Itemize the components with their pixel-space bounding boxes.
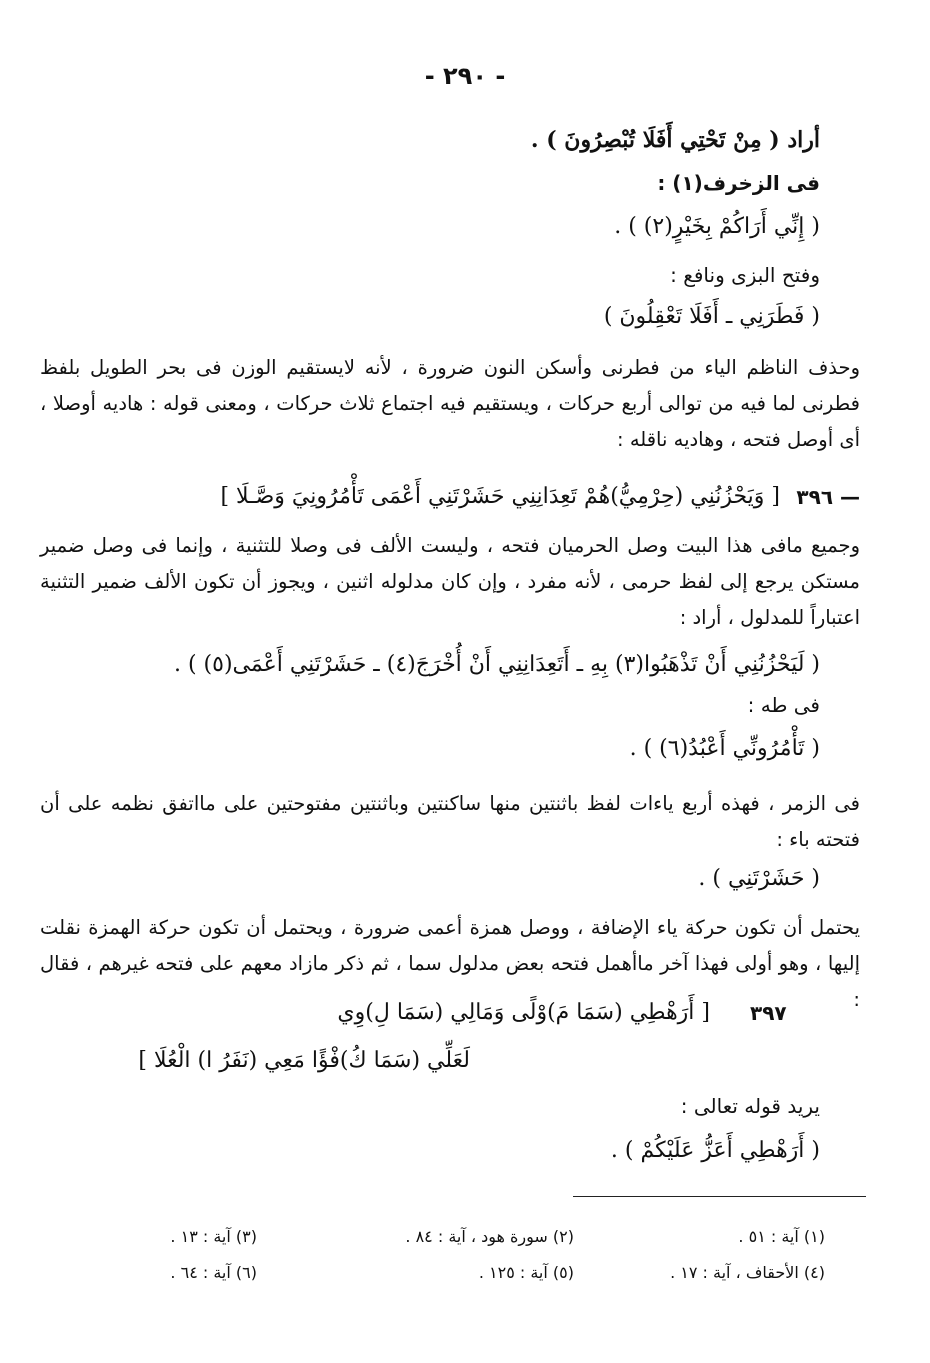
paragraph-2: وجميع مافى هذا البيت وصل الحرميان فتحه ، وليست الألف فى وصلا للتثنية ، وإنما فى وصل ضمير مستكن يرجع إلى لفظ حرمى ، لأنه مفرد ، وإن كان مدلوله اثنين ، ويجوز أن تكون الألف ضمير التثنية اعتباراً للمدلول ، أراد :	[40, 534, 860, 629]
footnote-separator	[573, 1196, 866, 1197]
footnote-5: (٥) آية : ١٢٥ .	[478, 1263, 574, 1282]
quran-line-4: ( تَأْمُرُونِّي أَعْبُدُ(٦) ) .	[629, 736, 820, 761]
verse-397-part-2: لَعَلِّي (سَمَا كُ)فْؤًا مَعِي (نَفَرُ ا) الْعُلَا ]	[138, 1048, 470, 1073]
paragraph-4: يحتمل أن تكون حركة ياء الإضافة ، ووصل همزة أعمى ضرورة ، ويحتمل أن تكون حركة الهمزة نقلت إليها ، وهو أولى فهذا آخر ماأهمل فتحه بعض مدلول سما ، ثم ذكر مازاد معهم على فتحه غيرهم ، فقال :	[40, 916, 860, 1011]
footnote-3: (٣) آية : ١٣ .	[170, 1227, 257, 1246]
verse-397-number: ٣٩٧	[750, 1001, 787, 1025]
quran-line-2: ( فَطَرَنِي ـ أَفَلَا تَعْقِلُونَ )	[603, 304, 820, 329]
footnote-6: (٦) آية : ٦٤ .	[170, 1263, 257, 1282]
paragraph-3: فى الزمر ، فهذه أربع ياءات لفظ باثنتين منها ساكنتين وباثنتين مفتوحتين على مااتفق نظمه على أن فتحته باء :	[40, 792, 860, 851]
text-line-5: يريد قوله تعالى :	[680, 1094, 820, 1118]
page-number: - ٢٩٠ -	[424, 62, 506, 90]
quran-line-6: ( أَرَهْطِي أَعَزُّ عَلَيْكُمْ ) .	[610, 1138, 820, 1163]
footnote-2: (٢) سورة هود ، آية : ٨٤ .	[405, 1227, 574, 1246]
verse-396: [ وَيَحْزُنُنِي (حِرْمِيُّ)هُمْ تَعِدَانِنِي حَشَرْتَنِي أَعْمَى تَأْمُرُونِيَ وَصَّـلَا ]	[220, 484, 780, 509]
paragraph-1: وحذف الناظم الياء من فطرنى وأسكن النون ضرورة ، لأنه لايستقيم الوزن فى بحر الطويل بلفظ فطرنى لما فيه من توالى أربع حركات ، ويستقيم فيه اجتماع ثلاث حركات ، ومعنى قوله : هاديه أوصلا ، أى أوصل فتحه ، وهاديه ناقله :	[40, 356, 860, 451]
verse-396-number: ٣٩٦ —	[796, 485, 860, 509]
text-line-3: وفتح البزى ونافع :	[670, 263, 820, 287]
footnote-1: (١) آية : ٥١ .	[738, 1227, 825, 1246]
verse-397-part-1: [ أَرَهْطِي (سَمَا مَ)وْلًى وَمَالِي (سَمَا لِ)وِي	[337, 1000, 710, 1025]
footnote-4: (٤) الأحقاف ، آية : ١٧ .	[670, 1263, 825, 1282]
text-line-2: فى الزخرف(١) :	[657, 171, 820, 195]
quran-line-5: ( حَشَرْتَنِي ) .	[698, 866, 820, 891]
quran-line-3: ( لَيَحْزُنُنِي أَنْ تَذْهَبُوا(٣) بِهِ ـ أَتَعِدَانِنِي أَنْ أُخْرَجَ(٤) ـ حَشَرْتَنِي أَعْمَى(٥) ) .	[173, 652, 820, 677]
text-line-1: أراد ( مِنْ تَحْتِي أَفَلَا تُبْصِرُونَ ) .	[530, 127, 820, 153]
text-line-4: فى طه :	[747, 693, 820, 717]
quran-line-1: ( إِنِّي أَرَاكُمْ بِخَيْرٍ(٢) ) .	[614, 214, 820, 239]
